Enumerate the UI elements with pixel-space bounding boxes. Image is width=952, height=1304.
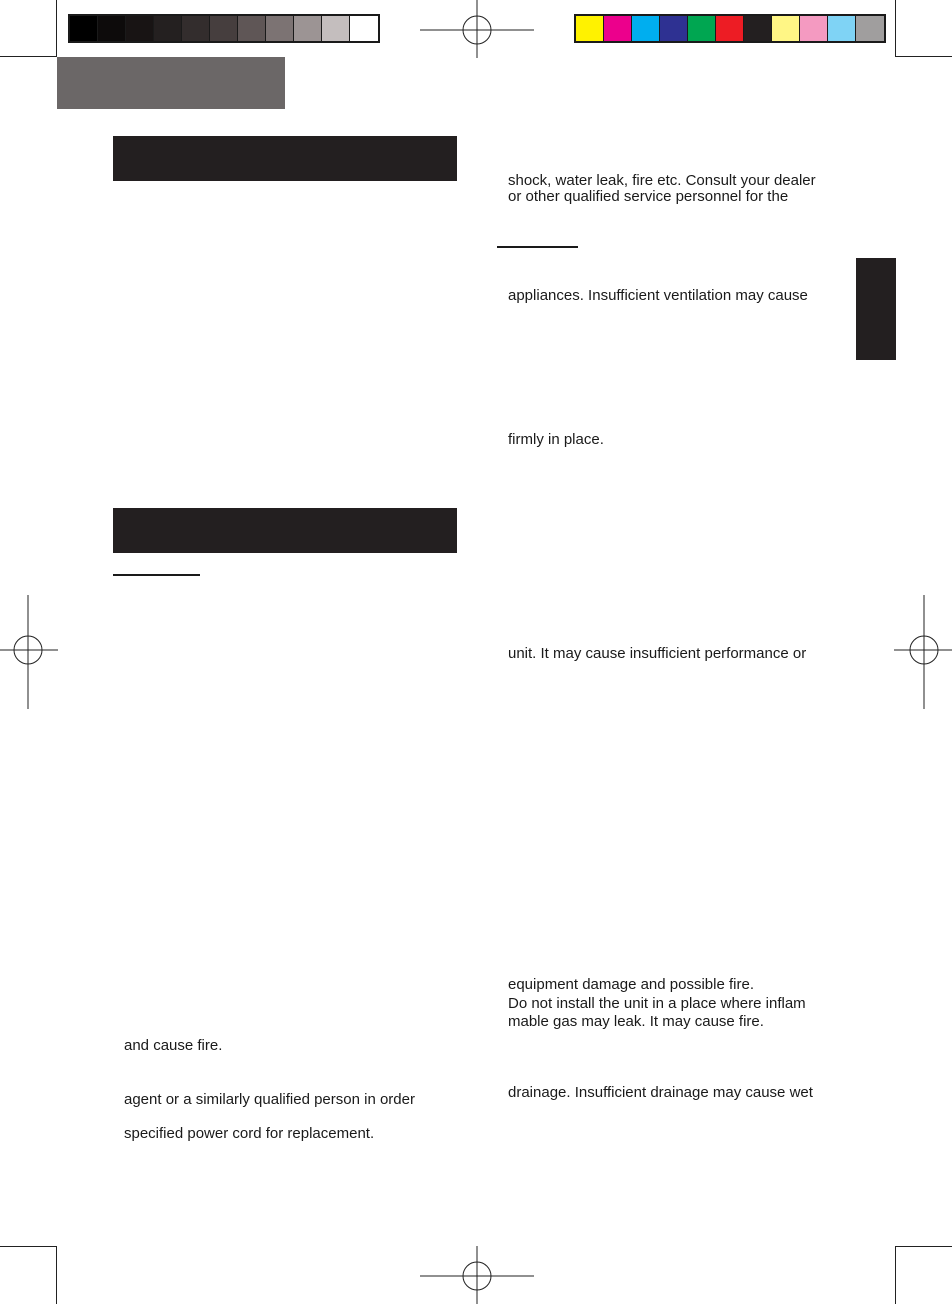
color-swatch [800, 16, 828, 41]
color-swatch [238, 16, 266, 41]
crop-mark [895, 0, 896, 57]
color-swatch [154, 16, 182, 41]
body-text-line: drainage. Insufficient drainage may cause wet [508, 1084, 813, 1101]
crop-mark [56, 1246, 57, 1304]
underline-rule [497, 246, 578, 248]
body-text-line: Do not install the unit in a place where inflam [508, 995, 806, 1012]
color-swatch [688, 16, 716, 41]
registration-mark-left [0, 595, 58, 709]
crop-mark [895, 1246, 952, 1247]
body-text-line: or other qualified service personnel for the [508, 188, 789, 205]
crop-mark [56, 0, 57, 57]
body-text-line: agent or a similarly qualified person in order [124, 1091, 415, 1108]
body-text-line: firmly in place. [508, 431, 604, 448]
color-swatch [660, 16, 688, 41]
color-swatch [294, 16, 322, 41]
color-calibration-bar [574, 14, 886, 43]
color-swatch [350, 16, 378, 41]
color-swatch [98, 16, 126, 41]
section-title-bar [113, 508, 457, 553]
body-text-line: and cause fire. [124, 1037, 223, 1054]
body-text-line: equipment damage and possible fire. [508, 976, 754, 993]
color-swatch [210, 16, 238, 41]
crop-mark [0, 1246, 57, 1247]
side-tab [856, 258, 896, 360]
color-swatch [322, 16, 350, 41]
color-swatch [828, 16, 856, 41]
header-band [57, 57, 285, 109]
grayscale-calibration-bar [68, 14, 380, 43]
color-swatch [576, 16, 604, 41]
color-swatch [266, 16, 294, 41]
crop-mark [0, 56, 57, 57]
color-swatch [604, 16, 632, 41]
body-text-line: mable gas may leak. It may cause fire. [508, 1013, 764, 1030]
color-swatch [632, 16, 660, 41]
color-swatch [70, 16, 98, 41]
body-text-line: appliances. Insufficient ventilation may cause [508, 287, 808, 304]
color-swatch [716, 16, 744, 41]
color-swatch [856, 16, 884, 41]
color-swatch [126, 16, 154, 41]
body-text-line: unit. It may cause insufficient performance or [508, 645, 807, 662]
crop-mark [895, 1246, 896, 1304]
underline-rule [113, 574, 200, 576]
registration-mark-top [420, 0, 534, 58]
registration-mark-bottom [420, 1246, 534, 1304]
color-swatch [744, 16, 772, 41]
body-text-line: specified power cord for replacement. [124, 1125, 375, 1142]
color-swatch [182, 16, 210, 41]
section-title-bar [113, 136, 457, 181]
registration-mark-right [894, 595, 952, 709]
crop-mark [895, 56, 952, 57]
body-text-line: shock, water leak, fire etc. Consult your dealer [508, 172, 816, 189]
color-swatch [772, 16, 800, 41]
